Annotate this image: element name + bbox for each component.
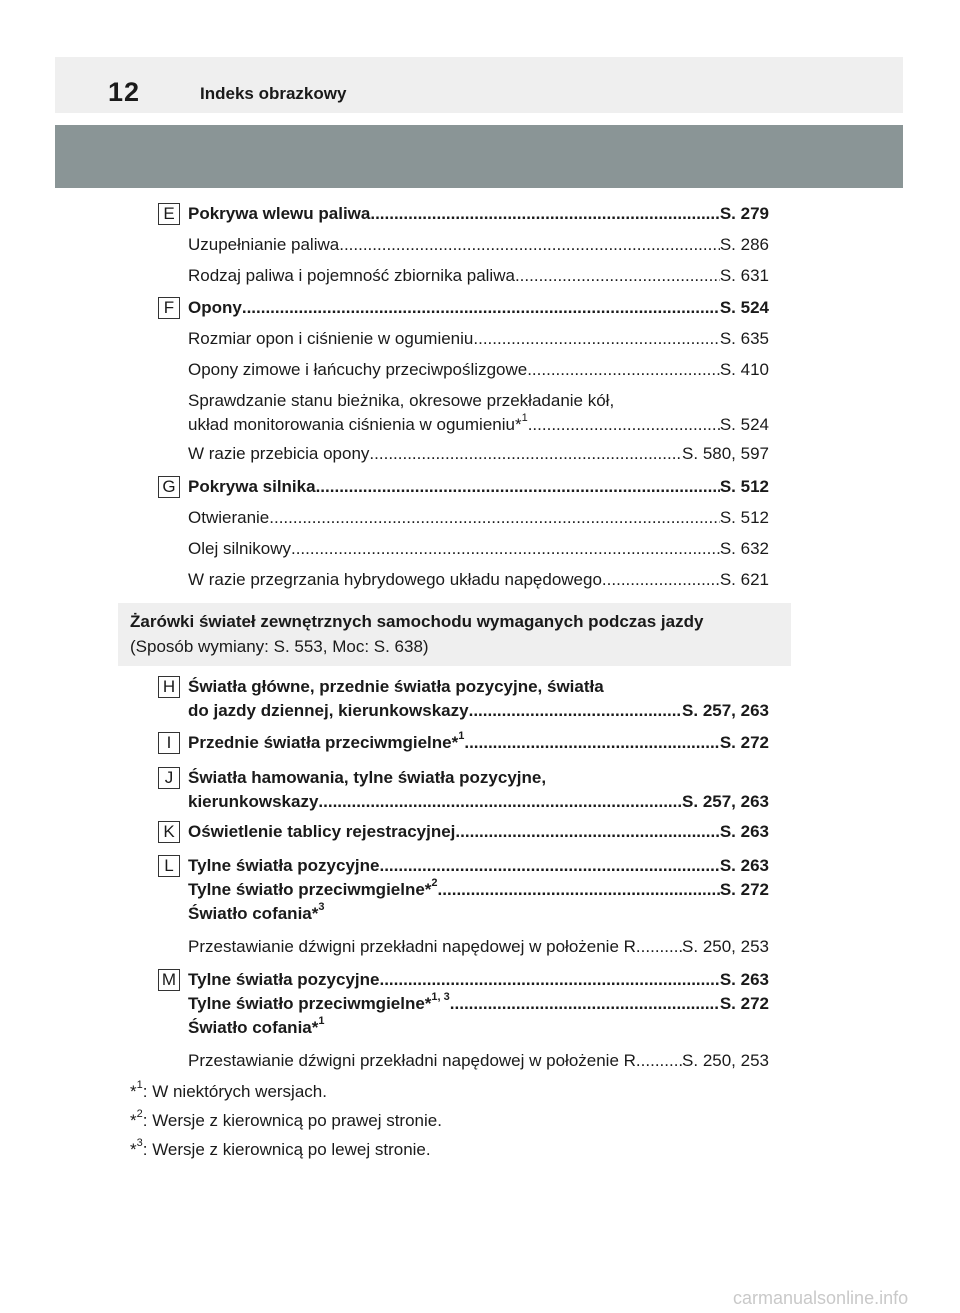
- entry-rear-lights-m[interactable]: [188, 968, 769, 1040]
- entry-page: S. 524: [719, 298, 769, 317]
- footnote-ref: 1: [521, 412, 528, 425]
- entry-page: S. 524: [719, 415, 769, 434]
- entry-page: S. 512: [719, 508, 769, 527]
- entry-fuel-door[interactable]: [188, 202, 769, 226]
- entry-text: Opony zimowe i łańcuchy przeciwpoślizgowe: [188, 360, 528, 379]
- entry-page: S. 279: [719, 204, 769, 223]
- entry-page: S. 272: [719, 733, 769, 752]
- entry-page: S. 410: [719, 360, 769, 379]
- entry-page: S. 580, 597: [682, 444, 769, 463]
- entry-front-fog[interactable]: [188, 731, 769, 755]
- entry-text: Rozmiar opon i ciśnienie w ogumieniu: [188, 329, 474, 348]
- entry-page: S. 272: [719, 994, 769, 1013]
- footnote-ref: 1: [318, 1015, 325, 1028]
- entry-text: Pokrywa wlewu paliwa: [188, 204, 371, 223]
- footnote-2: *$^2$: Wersje z kierownicą po prawej stronie.: [130, 1108, 442, 1130]
- entry-fuel-type[interactable]: [188, 264, 769, 288]
- entry-text: Oświetlenie tablicy rejestracyjnej: [188, 822, 456, 841]
- entry-text-line2: Tylne światło przeciwmgielne*: [188, 994, 432, 1013]
- entry-page: S. 286: [719, 235, 769, 254]
- page-title: Indeks obrazkowy: [200, 84, 347, 103]
- entry-tread-check[interactable]: [188, 389, 769, 437]
- entry-reverse-shift-m[interactable]: [188, 1049, 769, 1073]
- entry-page: S. 631: [719, 266, 769, 285]
- entry-text: Olej silnikowy: [188, 539, 291, 558]
- entry-page: S. 635: [719, 329, 769, 348]
- entry-tires[interactable]: [188, 296, 769, 320]
- key-label-h: H: [158, 676, 180, 698]
- entry-text: Pokrywa silnika: [188, 477, 316, 496]
- entry-text-line1: Tylne światła pozycyjne: [188, 856, 380, 875]
- entry-text-line1: Sprawdzanie stanu bieżnika, okresowe przekładanie kół,: [188, 391, 615, 410]
- section-subtitle: (Sposób wymiany: S. 553, Moc: S. 638): [130, 637, 429, 656]
- footnote-ref: 3: [318, 901, 325, 914]
- entry-plate-light[interactable]: [188, 820, 769, 844]
- entry-page: S. 263: [719, 970, 769, 989]
- entry-text-line2: Tylne światło przeciwmgielne*: [188, 880, 432, 899]
- entry-text-line2: do jazdy dziennej, kierunkowskazy: [188, 701, 469, 720]
- entry-page: S. 263: [719, 822, 769, 841]
- footnote-3: *$^3$: Wersje z kierownicą po lewej stronie.: [130, 1137, 431, 1159]
- page-number: 12: [108, 77, 141, 107]
- page-header: [55, 57, 903, 113]
- key-label-j: J: [158, 767, 180, 789]
- key-label-k: K: [158, 821, 180, 843]
- entry-page: S. 632: [719, 539, 769, 558]
- entry-text-line1: Tylne światła pozycyjne: [188, 970, 380, 989]
- entry-text: Uzupełnianie paliwa: [188, 235, 340, 254]
- entry-text: Przestawianie dźwigni przekładni napędowej w położenie R: [188, 937, 636, 956]
- entry-text: Otwieranie: [188, 508, 270, 527]
- key-label-f: F: [158, 297, 180, 319]
- entry-headlights[interactable]: [188, 675, 769, 723]
- entry-hood[interactable]: [188, 475, 769, 499]
- entry-page: S. 272: [719, 880, 769, 899]
- entry-text-line3: Światło cofania*: [188, 1018, 319, 1037]
- header-bar: [55, 125, 903, 188]
- entry-page: S. 512: [719, 477, 769, 496]
- entry-page: S. 250, 253: [682, 1051, 769, 1070]
- entry-refueling[interactable]: [188, 233, 769, 257]
- footnote-ref: 2: [431, 877, 438, 890]
- entry-rear-lights-l[interactable]: [188, 854, 769, 926]
- key-label-g: G: [158, 476, 180, 498]
- footnote-ref: 1: [458, 730, 465, 743]
- entry-tire-size[interactable]: [188, 327, 769, 351]
- entry-opening[interactable]: [188, 506, 769, 530]
- entry-text: Opony: [188, 298, 242, 317]
- entry-page: S. 263: [719, 856, 769, 875]
- entry-overheating[interactable]: [188, 568, 769, 592]
- entry-text-line3: Światło cofania*: [188, 904, 319, 923]
- entry-text: W razie przegrzania hybrydowego układu napędowego: [188, 570, 602, 589]
- entry-page: S. 250, 253: [682, 937, 769, 956]
- entry-page: S. 621: [719, 570, 769, 589]
- entry-reverse-shift-l[interactable]: [188, 935, 769, 959]
- entry-page: S. 257, 263: [682, 701, 769, 720]
- entry-text: Przednie światła przeciwmgielne*: [188, 733, 459, 752]
- entry-brake-lights[interactable]: [188, 766, 769, 814]
- footnote-ref: 1, 3: [431, 991, 450, 1004]
- section-title: Żarówki świateł zewnętrznych samochodu wymaganych podczas jazdy: [130, 612, 704, 631]
- entry-text: Przestawianie dźwigni przekładni napędowej w położenie R: [188, 1051, 636, 1070]
- key-label-m: M: [158, 969, 180, 991]
- entry-text-line2: układ monitorowania ciśnienia w ogumieniu*: [188, 415, 522, 434]
- entry-text: W razie przebicia opony: [188, 444, 370, 463]
- key-label-e: E: [158, 203, 180, 225]
- entry-flat-tire[interactable]: [188, 442, 769, 466]
- entry-engine-oil[interactable]: [188, 537, 769, 561]
- key-label-i: I: [158, 732, 180, 754]
- entry-text-line1: Światła główne, przednie światła pozycyjne, światła: [188, 677, 604, 696]
- key-label-l: L: [158, 855, 180, 877]
- entry-page: S. 257, 263: [682, 792, 769, 811]
- entry-winter-tires[interactable]: [188, 358, 769, 382]
- entry-text-line2: kierunkowskazy: [188, 792, 319, 811]
- footnote-1: *$^1$: W niektórych wersjach.: [130, 1079, 327, 1101]
- entry-text: Rodzaj paliwa i pojemność zbiornika paliwa: [188, 266, 515, 285]
- watermark: carmanualsonline.info: [733, 1288, 909, 1308]
- entry-text-line1: Światła hamowania, tylne światła pozycyjne,: [188, 768, 547, 787]
